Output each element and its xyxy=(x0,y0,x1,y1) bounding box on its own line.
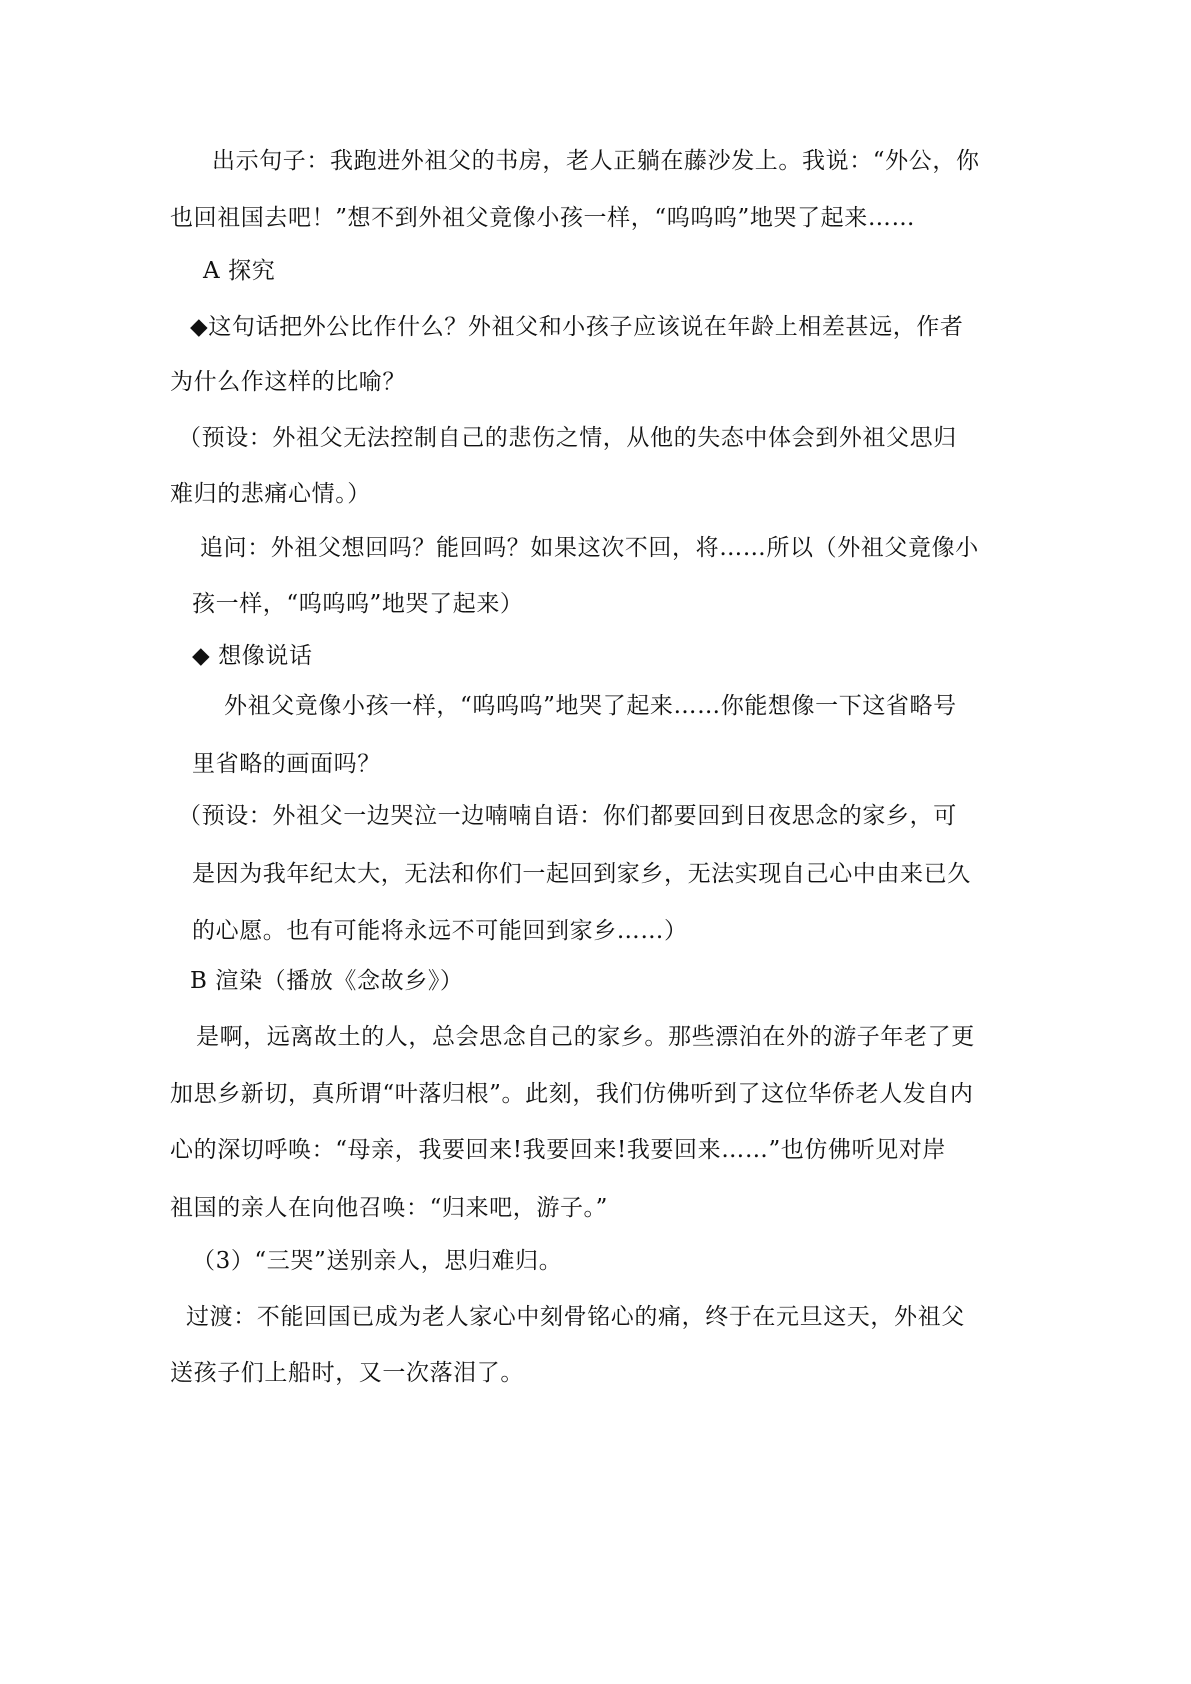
section-heading-b: B 渲染（播放《念故乡》） xyxy=(190,968,464,994)
text-line-2: 也回祖国去吧！”想不到外祖父竟像小孩一样，“呜呜呜”地哭了起来…… xyxy=(170,205,916,231)
text-line-23: 送孩子们上船时，又一次落泪了。 xyxy=(170,1360,524,1386)
text-line-15: 的心愿。也有可能将永远不可能回到家乡……） xyxy=(192,918,688,944)
text-line-11: 外祖父竟像小孩一样，“呜呜呜”地哭了起来……你能想像一下这省略号 xyxy=(224,693,957,719)
text-line-13: （预设：外祖父一边哭泣一边喃喃自语：你们都要回到日夜思念的家乡，可 xyxy=(178,803,957,829)
text-line-5: 为什么作这样的比喻？ xyxy=(170,369,406,395)
text-line-1: 出示句子：我跑进外祖父的书房，老人正躺在藤沙发上。我说：“外公，你 xyxy=(212,148,980,174)
section-heading-a: A 探究 xyxy=(203,258,276,284)
text-line-10: ◆ 想像说话 xyxy=(192,643,313,669)
text-line-20: 祖国的亲人在向他召唤：“归来吧，游子。” xyxy=(170,1195,609,1221)
text-line-22: 过渡：不能回国已成为老人家心中刻骨铭心的痛，终于在元旦这天，外祖父 xyxy=(186,1304,965,1330)
text-line-9: 孩一样，“呜呜呜”地哭了起来） xyxy=(192,591,524,617)
text-line-19: 心的深切呼唤：“母亲，我要回来!我要回来!我要回来……”也仿佛听见对岸 xyxy=(170,1137,947,1163)
text-line-6: （预设：外祖父无法控制自己的悲伤之情，从他的失态中体会到外祖父思归 xyxy=(178,425,957,451)
text-line-8: 追问：外祖父想回吗？能回吗？如果这次不回，将……所以（外祖父竟像小 xyxy=(200,535,979,561)
text-line-14: 是因为我年纪太大，无法和你们一起回到家乡，无法实现自己心中由来已久 xyxy=(192,861,971,887)
text-line-12: 里省略的画面吗？ xyxy=(192,751,381,777)
text-line-17: 是啊，远离故土的人，总会思念自己的家乡。那些漂泊在外的游子年老了更 xyxy=(196,1024,975,1050)
text-line-7: 难归的悲痛心情。） xyxy=(170,481,371,507)
section-heading-3: （3）“三哭”送别亲人，思归难归。 xyxy=(192,1248,563,1274)
text-line-4: ◆这句话把外公比作什么？外祖父和小孩子应该说在年龄上相差甚远，作者 xyxy=(190,314,964,340)
text-line-18: 加思乡新切，真所谓“叶落归根”。此刻，我们仿佛听到了这位华侨老人发自内 xyxy=(170,1081,974,1107)
